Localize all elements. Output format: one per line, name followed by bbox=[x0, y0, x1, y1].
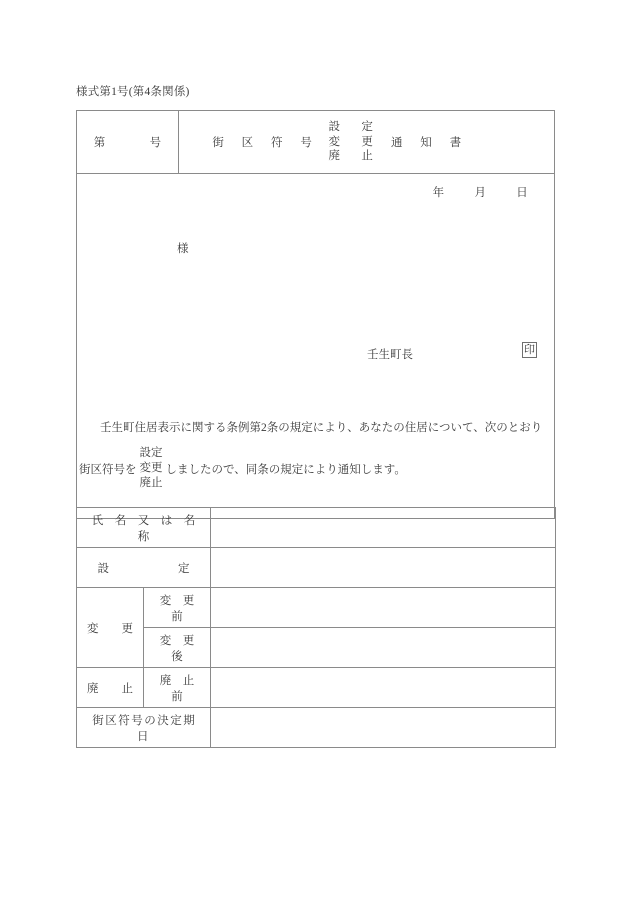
title-action-stack bbox=[319, 120, 382, 164]
body-line2-lead: 街区符号を bbox=[79, 463, 137, 476]
signer-name: 壬生町長 bbox=[367, 349, 413, 361]
document-title-cell bbox=[179, 111, 554, 173]
table-row bbox=[77, 588, 556, 628]
row-label-decision-date: 街区符号の決定期日 bbox=[77, 708, 211, 748]
row-sublabel-change-before: 変 更 前 bbox=[144, 588, 211, 628]
row-value-name[interactable] bbox=[211, 508, 556, 548]
row-label-change: 変 更 bbox=[77, 588, 144, 668]
row-value-change-after[interactable] bbox=[211, 628, 556, 668]
row-label-abolish: 廃 止 bbox=[77, 668, 144, 708]
number-suffix-label: 号 bbox=[149, 137, 162, 149]
body-paragraph-second-line bbox=[79, 446, 406, 492]
table-row bbox=[77, 548, 556, 588]
body-line2-tail: しましたので、同条の規定により通知します。 bbox=[165, 463, 406, 476]
title-lead-label: 街 区 符 号 bbox=[212, 137, 320, 149]
table-row bbox=[77, 628, 556, 668]
title-action-set: 設 定 bbox=[328, 120, 378, 133]
row-value-decision-date[interactable] bbox=[211, 708, 556, 748]
body-action-abolish: 廃止 bbox=[139, 477, 163, 490]
row-value-abolish-before[interactable] bbox=[211, 668, 556, 708]
seal-stamp-box: 印 bbox=[524, 344, 535, 356]
row-label-set: 設 定 bbox=[77, 548, 211, 588]
title-action-change: 変 更 bbox=[328, 135, 378, 148]
table-row bbox=[77, 708, 556, 748]
body-action-set: 設定 bbox=[139, 447, 163, 459]
form-number-caption: 様式第1号(第4条関係) bbox=[76, 86, 190, 98]
notification-document-frame bbox=[76, 110, 555, 519]
day-label: 日 bbox=[516, 187, 528, 199]
body-action-change: 変更 bbox=[139, 462, 163, 475]
document-number-cell bbox=[77, 111, 179, 173]
table-row bbox=[77, 668, 556, 708]
title-tail-label: 通 知 書 bbox=[390, 137, 469, 149]
document-title bbox=[212, 120, 468, 164]
row-label-name: 氏 名 又 は 名 称 bbox=[77, 508, 211, 548]
row-sublabel-change-after: 変 更 後 bbox=[144, 628, 211, 668]
date-line bbox=[433, 184, 528, 200]
document-number-line bbox=[94, 134, 162, 150]
title-action-abolish: 廃 止 bbox=[328, 150, 378, 163]
number-prefix-label: 第 bbox=[93, 137, 106, 149]
detail-table bbox=[76, 507, 556, 748]
body-action-stack bbox=[137, 446, 166, 492]
row-value-set[interactable] bbox=[211, 548, 556, 588]
addressee-honorific: 様 bbox=[177, 243, 189, 255]
row-value-change-before[interactable] bbox=[211, 588, 556, 628]
table-row bbox=[77, 508, 556, 548]
row-sublabel-abolish-before: 廃 止 前 bbox=[144, 668, 211, 708]
month-label: 月 bbox=[474, 187, 487, 199]
title-row bbox=[77, 111, 554, 174]
year-label: 年 bbox=[432, 187, 445, 199]
body-paragraph-first-line: 壬生町住居表示に関する条例第2条の規定により、あなたの住居について、次のとおり bbox=[100, 422, 543, 434]
letter-body-block bbox=[77, 174, 554, 518]
